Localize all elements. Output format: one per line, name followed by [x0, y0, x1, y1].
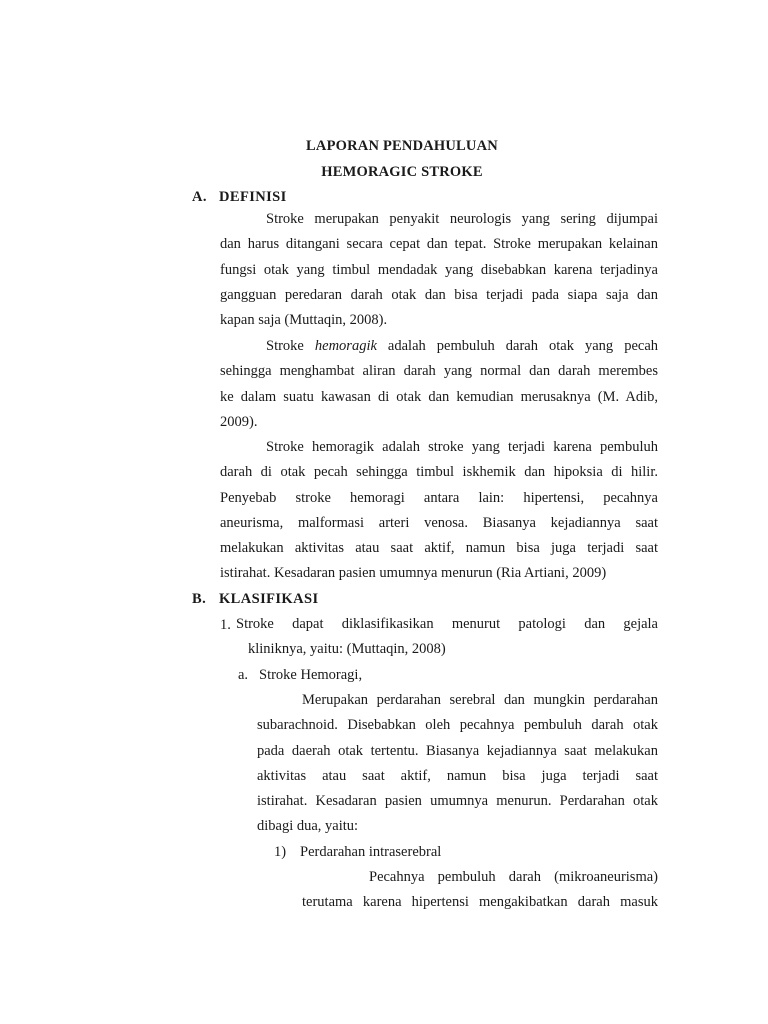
- text-line: dan harus ditangani secara cepat dan tepat. Stroke merupakan kelainan: [220, 236, 658, 253]
- text-line: ke dalam suatu kawasan di otak dan kemudian merusaknya (M. Adib,: [220, 388, 658, 405]
- item-1-text: [236, 612, 658, 663]
- section-b-letter: B.: [192, 591, 207, 607]
- sub-a-paragraph: [257, 688, 658, 840]
- section-b-heading: [192, 590, 319, 608]
- definisi-paragraph-1: [220, 207, 658, 333]
- definisi-paragraph-2: [220, 334, 658, 435]
- section-a-label: DEFINISI: [219, 189, 287, 205]
- text-line: aneurisma, malformasi arteri venosa. Biasanya kejadiannya saat: [220, 514, 658, 531]
- text-line-mixed: [220, 334, 658, 359]
- text-line: Pecahnya pembuluh darah (mikroaneurisma): [369, 869, 658, 885]
- text-line: istirahat. Kesadaran pasien umumnya menurun. Perdarahan otak: [257, 793, 658, 810]
- text-segment: Stroke: [266, 338, 315, 354]
- text-line: 2009).: [220, 413, 258, 430]
- text-line: kapan saja (Muttaqin, 2008).: [220, 312, 388, 329]
- section-a-heading: [192, 188, 287, 206]
- section-a-letter: A.: [192, 189, 207, 205]
- text-line: Stroke merupakan penyakit neurologis yang sering dijumpai: [266, 211, 658, 227]
- text-line: aktivitas atau saat aktif, namun bisa juga terjadi saat: [257, 767, 658, 784]
- sub-a-letter: a.: [238, 667, 249, 683]
- sub-1-label: Perdarahan intraserebral: [300, 844, 442, 860]
- text-line: istirahat. Kesadaran pasien umumnya menurun (Ria Artiani, 2009): [220, 565, 607, 582]
- sub-1-number: 1): [274, 844, 287, 860]
- text-line: gangguan peredaran darah otak dan bisa terjadi pada siapa saja dan: [220, 286, 658, 303]
- text-line: melakukan aktivitas atau saat aktif, namun bisa juga terjadi saat: [220, 540, 658, 557]
- text-line: Penyebab stroke hemoragi antara lain: hipertensi, pecahnya: [220, 489, 658, 506]
- italic-term: hemoragik: [314, 338, 377, 354]
- text-line: Stroke dapat diklasifikasikan menurut patologi dan gejala: [236, 616, 658, 632]
- text-line: pada daerah otak tertentu. Biasanya kejadiannya saat melakukan: [257, 742, 658, 759]
- text-line: Stroke hemoragik adalah stroke yang terjadi karena pembuluh: [266, 439, 658, 455]
- text-line: darah di otak pecah sehingga timbul iskhemik dan hipoksia di hilir.: [220, 464, 658, 481]
- definisi-paragraph-3: [220, 435, 658, 587]
- text-segment: adalah pembuluh darah otak yang pecah: [376, 338, 658, 354]
- text-line: subarachnoid. Disebabkan oleh pecahnya pembuluh darah otak: [257, 717, 658, 734]
- document-title-line2: HEMORAGIC STROKE: [321, 164, 483, 180]
- document-title-line1: LAPORAN PENDAHULUAN: [306, 138, 498, 154]
- text-line: fungsi otak yang timbul mendadak yang disebabkan karena terjadinya: [220, 261, 658, 278]
- text-line: sehingga menghambat aliran darah yang normal dan darah merembes: [220, 363, 658, 380]
- text-line: dibagi dua, yaitu:: [257, 818, 359, 835]
- text-line: terutama karena hipertensi mengakibatkan darah masuk: [302, 894, 658, 911]
- sub-a-label: Stroke Hemoragi,: [259, 667, 363, 683]
- section-b-label: KLASIFIKASI: [219, 591, 319, 607]
- sub-1-paragraph: [302, 865, 658, 916]
- text-line: kliniknya, yaitu: (Muttaqin, 2008): [248, 641, 446, 658]
- item-1-number: 1.: [220, 617, 231, 633]
- text-line: Merupakan perdarahan serebral dan mungkin perdarahan: [302, 692, 658, 708]
